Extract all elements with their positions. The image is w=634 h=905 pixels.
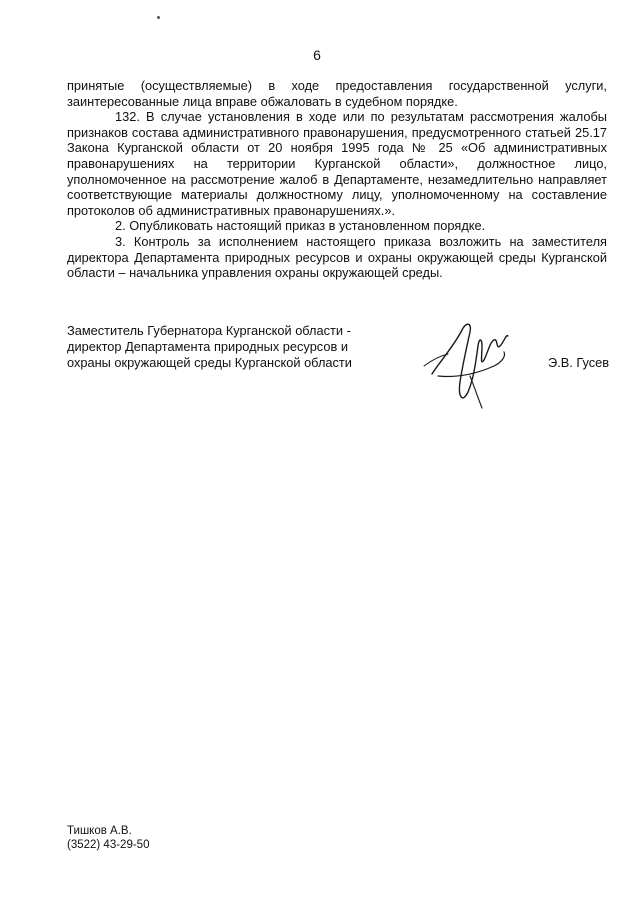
paragraph-item-3: 3. Контроль за исполнением настоящего приказа возложить на заместителя директора Департамента природных ресурсов и охраны окружающей среды Курганской области – начальника управления охраны окружающей среды. xyxy=(67,233,607,281)
executor-name: Тишков А.В. xyxy=(67,825,132,837)
paragraph-continuation: принятые (осуществляемые) в ходе предоставления государственной услуги, заинтересованные лица вправе обжаловать в судебном порядке. xyxy=(67,78,607,109)
scan-speck xyxy=(157,16,160,19)
handwritten-signature xyxy=(418,316,528,412)
executor-info xyxy=(67,824,149,852)
signatory-position-line: Заместитель Губернатора Курганской области - xyxy=(67,323,351,338)
executor-phone: (3522) 43-29-50 xyxy=(67,839,150,851)
signatory-name: Э.В. Гусев xyxy=(548,355,610,370)
document-body xyxy=(67,78,607,281)
paragraph-132: 132. В случае установления в ходе или по результатам рассмотрения жалобы признаков состава административного правонарушения, предусмотренного статьей 25.17 Закона Курганской области от 20 ноября 1995 года № 25 «Об административных правонарушениях на территории Курганской области», должностное лицо, уполномоченное на рассмотрение жалоб в Департаменте, незамедлительно направляет соответствующие материалы должностному лицу, уполномоченному на составление протоколов об административных правонарушениях.». xyxy=(67,109,607,218)
paragraph-item-2: 2. Опубликовать настоящий приказ в установленном порядке. xyxy=(115,218,486,234)
page-number: 6 xyxy=(313,47,321,63)
signatory-position xyxy=(67,323,367,370)
signatory-position-line: охраны окружающей среды Курганской области xyxy=(67,354,352,370)
signatory-position-line: директор Департамента природных ресурсов и xyxy=(67,338,348,354)
